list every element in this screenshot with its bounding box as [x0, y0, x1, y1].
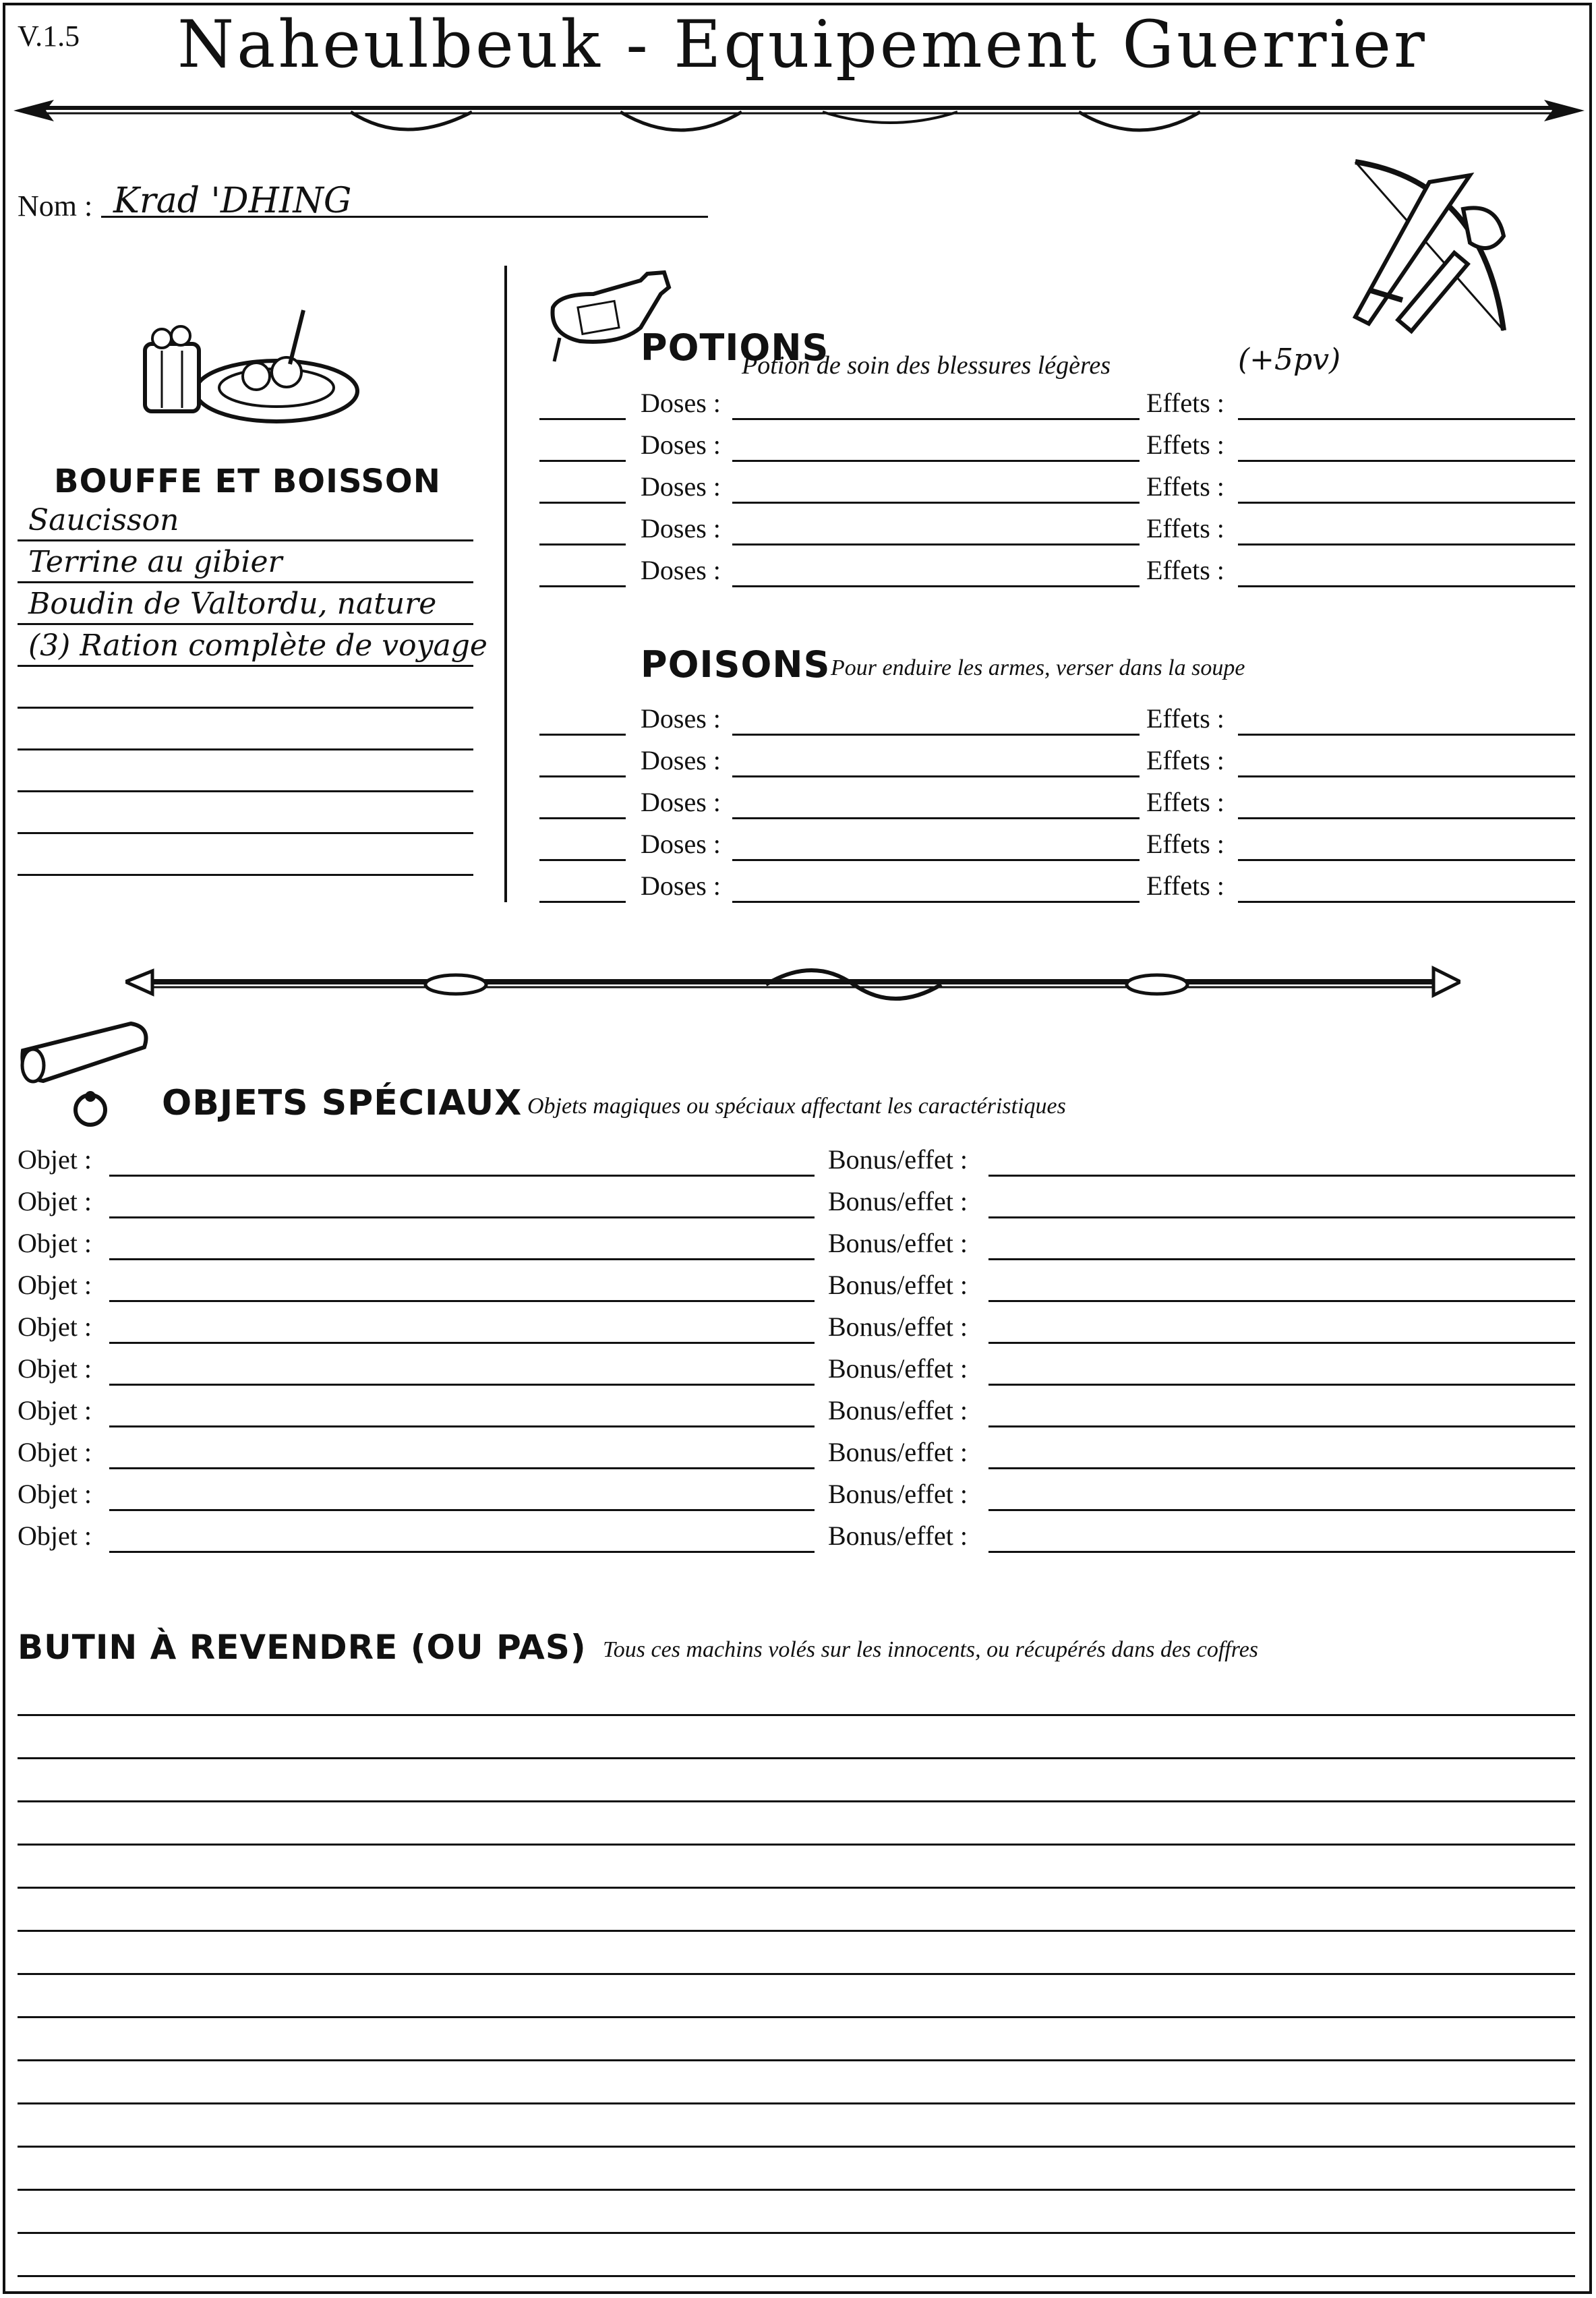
object-field[interactable] — [109, 1425, 815, 1427]
loot-line[interactable] — [18, 2016, 1575, 2018]
object-label: Objet : — [18, 1479, 92, 1509]
doses-label: Doses : — [641, 787, 721, 817]
object-label: Objet : — [18, 1270, 92, 1300]
effets-field[interactable] — [1238, 585, 1575, 587]
version-label: V.1.5 — [18, 20, 80, 53]
bonus-field[interactable] — [988, 1467, 1575, 1469]
doses-field[interactable] — [732, 817, 1140, 819]
object-label: Objet : — [18, 1353, 92, 1384]
potion-entry-effect[interactable]: (+5pv) — [1238, 343, 1341, 377]
dose-count-line[interactable] — [539, 543, 626, 546]
food-line — [18, 539, 473, 541]
bonus-label: Bonus/effet : — [828, 1312, 968, 1342]
bonus-field[interactable] — [988, 1300, 1575, 1302]
effets-field[interactable] — [1238, 543, 1575, 546]
bonus-field[interactable] — [988, 1551, 1575, 1553]
loot-line[interactable] — [18, 1973, 1575, 1975]
name-line — [101, 216, 708, 218]
bonus-label: Bonus/effet : — [828, 1228, 968, 1258]
object-label: Objet : — [18, 1144, 92, 1175]
food-line — [18, 665, 473, 667]
dose-count-line[interactable] — [539, 901, 626, 903]
loot-line[interactable] — [18, 1930, 1575, 1932]
spear-divider-icon — [13, 86, 1585, 147]
object-label: Objet : — [18, 1395, 92, 1425]
bonus-label: Bonus/effet : — [828, 1437, 968, 1467]
loot-line[interactable] — [18, 1844, 1575, 1846]
object-label: Objet : — [18, 1312, 92, 1342]
loot-subtitle: Tous ces machins volés sur les innocents, ou récupérés dans des coffres — [603, 1637, 1259, 1662]
effets-label: Effets : — [1146, 513, 1224, 543]
food-item[interactable]: Saucisson — [28, 503, 179, 537]
effets-field[interactable] — [1238, 901, 1575, 903]
doses-field[interactable] — [732, 901, 1140, 903]
doses-label: Doses : — [641, 430, 721, 460]
doses-label: Doses : — [641, 513, 721, 543]
object-field[interactable] — [109, 1467, 815, 1469]
doses-label: Doses : — [641, 388, 721, 418]
object-field[interactable] — [109, 1509, 815, 1511]
food-heading: BOUFFE ET BOISSON — [54, 463, 441, 500]
loot-line[interactable] — [18, 1887, 1575, 1889]
doses-field[interactable] — [732, 543, 1140, 546]
effets-field[interactable] — [1238, 859, 1575, 861]
dose-count-line[interactable] — [539, 817, 626, 819]
loot-heading: BUTIN À REVENDRE (OU PAS) — [18, 1628, 587, 1667]
food-item[interactable]: Terrine au gibier — [28, 545, 283, 579]
object-field[interactable] — [109, 1551, 815, 1553]
effets-field[interactable] — [1238, 775, 1575, 777]
doses-field[interactable] — [732, 775, 1140, 777]
effets-label: Effets : — [1146, 787, 1224, 817]
loot-line[interactable] — [18, 2102, 1575, 2104]
bonus-field[interactable] — [988, 1342, 1575, 1344]
bonus-label: Bonus/effet : — [828, 1479, 968, 1509]
effets-label: Effets : — [1146, 703, 1224, 734]
poisons-heading: POISONS — [641, 643, 831, 686]
bonus-field[interactable] — [988, 1258, 1575, 1260]
dose-count-line[interactable] — [539, 585, 626, 587]
object-field[interactable] — [109, 1384, 815, 1386]
doses-field[interactable] — [732, 859, 1140, 861]
effets-label: Effets : — [1146, 829, 1224, 859]
doses-field[interactable] — [732, 502, 1140, 504]
effets-label: Effets : — [1146, 471, 1224, 502]
bonus-field[interactable] — [988, 1384, 1575, 1386]
doses-label: Doses : — [641, 471, 721, 502]
loot-line[interactable] — [18, 2232, 1575, 2234]
food-plate-icon — [135, 297, 364, 432]
loot-line[interactable] — [18, 2059, 1575, 2061]
effets-field[interactable] — [1238, 502, 1575, 504]
effets-field[interactable] — [1238, 734, 1575, 736]
doses-field[interactable] — [732, 418, 1140, 420]
effets-label: Effets : — [1146, 388, 1224, 418]
object-label: Objet : — [18, 1186, 92, 1216]
effets-label: Effets : — [1146, 745, 1224, 775]
loot-line[interactable] — [18, 2146, 1575, 2148]
bonus-field[interactable] — [988, 1216, 1575, 1218]
food-line — [18, 832, 473, 834]
object-field[interactable] — [109, 1258, 815, 1260]
loot-line[interactable] — [18, 1714, 1575, 1716]
object-field[interactable] — [109, 1342, 815, 1344]
name-label: Nom : — [18, 189, 93, 223]
dose-count-line[interactable] — [539, 775, 626, 777]
doses-label: Doses : — [641, 745, 721, 775]
object-field[interactable] — [109, 1216, 815, 1218]
dose-count-line[interactable] — [539, 859, 626, 861]
loot-line[interactable] — [18, 2189, 1575, 2191]
bonus-label: Bonus/effet : — [828, 1186, 968, 1216]
scroll-ring-icon — [16, 1017, 158, 1131]
food-line — [18, 790, 473, 792]
object-label: Objet : — [18, 1228, 92, 1258]
effets-field[interactable] — [1238, 817, 1575, 819]
crossed-weapons-icon — [1328, 155, 1524, 344]
food-line — [18, 581, 473, 583]
loot-line[interactable] — [18, 2275, 1575, 2277]
doses-field[interactable] — [732, 460, 1140, 462]
food-item[interactable]: Boudin de Valtordu, nature — [28, 587, 437, 621]
bonus-label: Bonus/effet : — [828, 1270, 968, 1300]
effets-field[interactable] — [1238, 460, 1575, 462]
special-heading: OBJETS SPÉCIAUX — [162, 1083, 523, 1123]
object-field[interactable] — [109, 1175, 815, 1177]
effets-label: Effets : — [1146, 871, 1224, 901]
effets-label: Effets : — [1146, 555, 1224, 585]
food-line — [18, 874, 473, 876]
potion-entry-name[interactable]: Potion de soin des blessures légères — [742, 351, 1111, 380]
effets-field[interactable] — [1238, 418, 1575, 420]
potions-heading: POTIONS — [641, 326, 829, 369]
doses-label: Doses : — [641, 555, 721, 585]
bonus-field[interactable] — [988, 1425, 1575, 1427]
name-value[interactable]: Krad 'DHING — [113, 181, 352, 221]
doses-label: Doses : — [641, 703, 721, 734]
dose-count-line[interactable] — [539, 460, 626, 462]
poisons-subtitle: Pour enduire les armes, verser dans la soupe — [831, 655, 1245, 680]
doses-label: Doses : — [641, 871, 721, 901]
dose-count-line[interactable] — [539, 734, 626, 736]
special-subtitle: Objets magiques ou spéciaux affectant les caractéristiques — [527, 1094, 1066, 1119]
staff-divider-icon — [125, 956, 1460, 1010]
object-field[interactable] — [109, 1300, 815, 1302]
bonus-label: Bonus/effet : — [828, 1144, 968, 1175]
food-item[interactable]: (3) Ration complète de voyage — [28, 628, 487, 663]
dose-count-line[interactable] — [539, 502, 626, 504]
bonus-label: Bonus/effet : — [828, 1521, 968, 1551]
food-line — [18, 748, 473, 750]
doses-field[interactable] — [732, 585, 1140, 587]
food-line — [18, 623, 473, 625]
column-separator — [504, 266, 507, 902]
bonus-field[interactable] — [988, 1175, 1575, 1177]
loot-line[interactable] — [18, 1800, 1575, 1802]
page-title: Naheulbeuk - Equipement Guerrier — [177, 7, 1427, 82]
bonus-label: Bonus/effet : — [828, 1395, 968, 1425]
dose-count-line[interactable] — [539, 418, 626, 420]
doses-field[interactable] — [732, 734, 1140, 736]
bonus-label: Bonus/effet : — [828, 1353, 968, 1384]
food-line — [18, 707, 473, 709]
object-label: Objet : — [18, 1437, 92, 1467]
object-label: Objet : — [18, 1521, 92, 1551]
loot-line[interactable] — [18, 1757, 1575, 1759]
effets-label: Effets : — [1146, 430, 1224, 460]
bonus-field[interactable] — [988, 1509, 1575, 1511]
doses-label: Doses : — [641, 829, 721, 859]
